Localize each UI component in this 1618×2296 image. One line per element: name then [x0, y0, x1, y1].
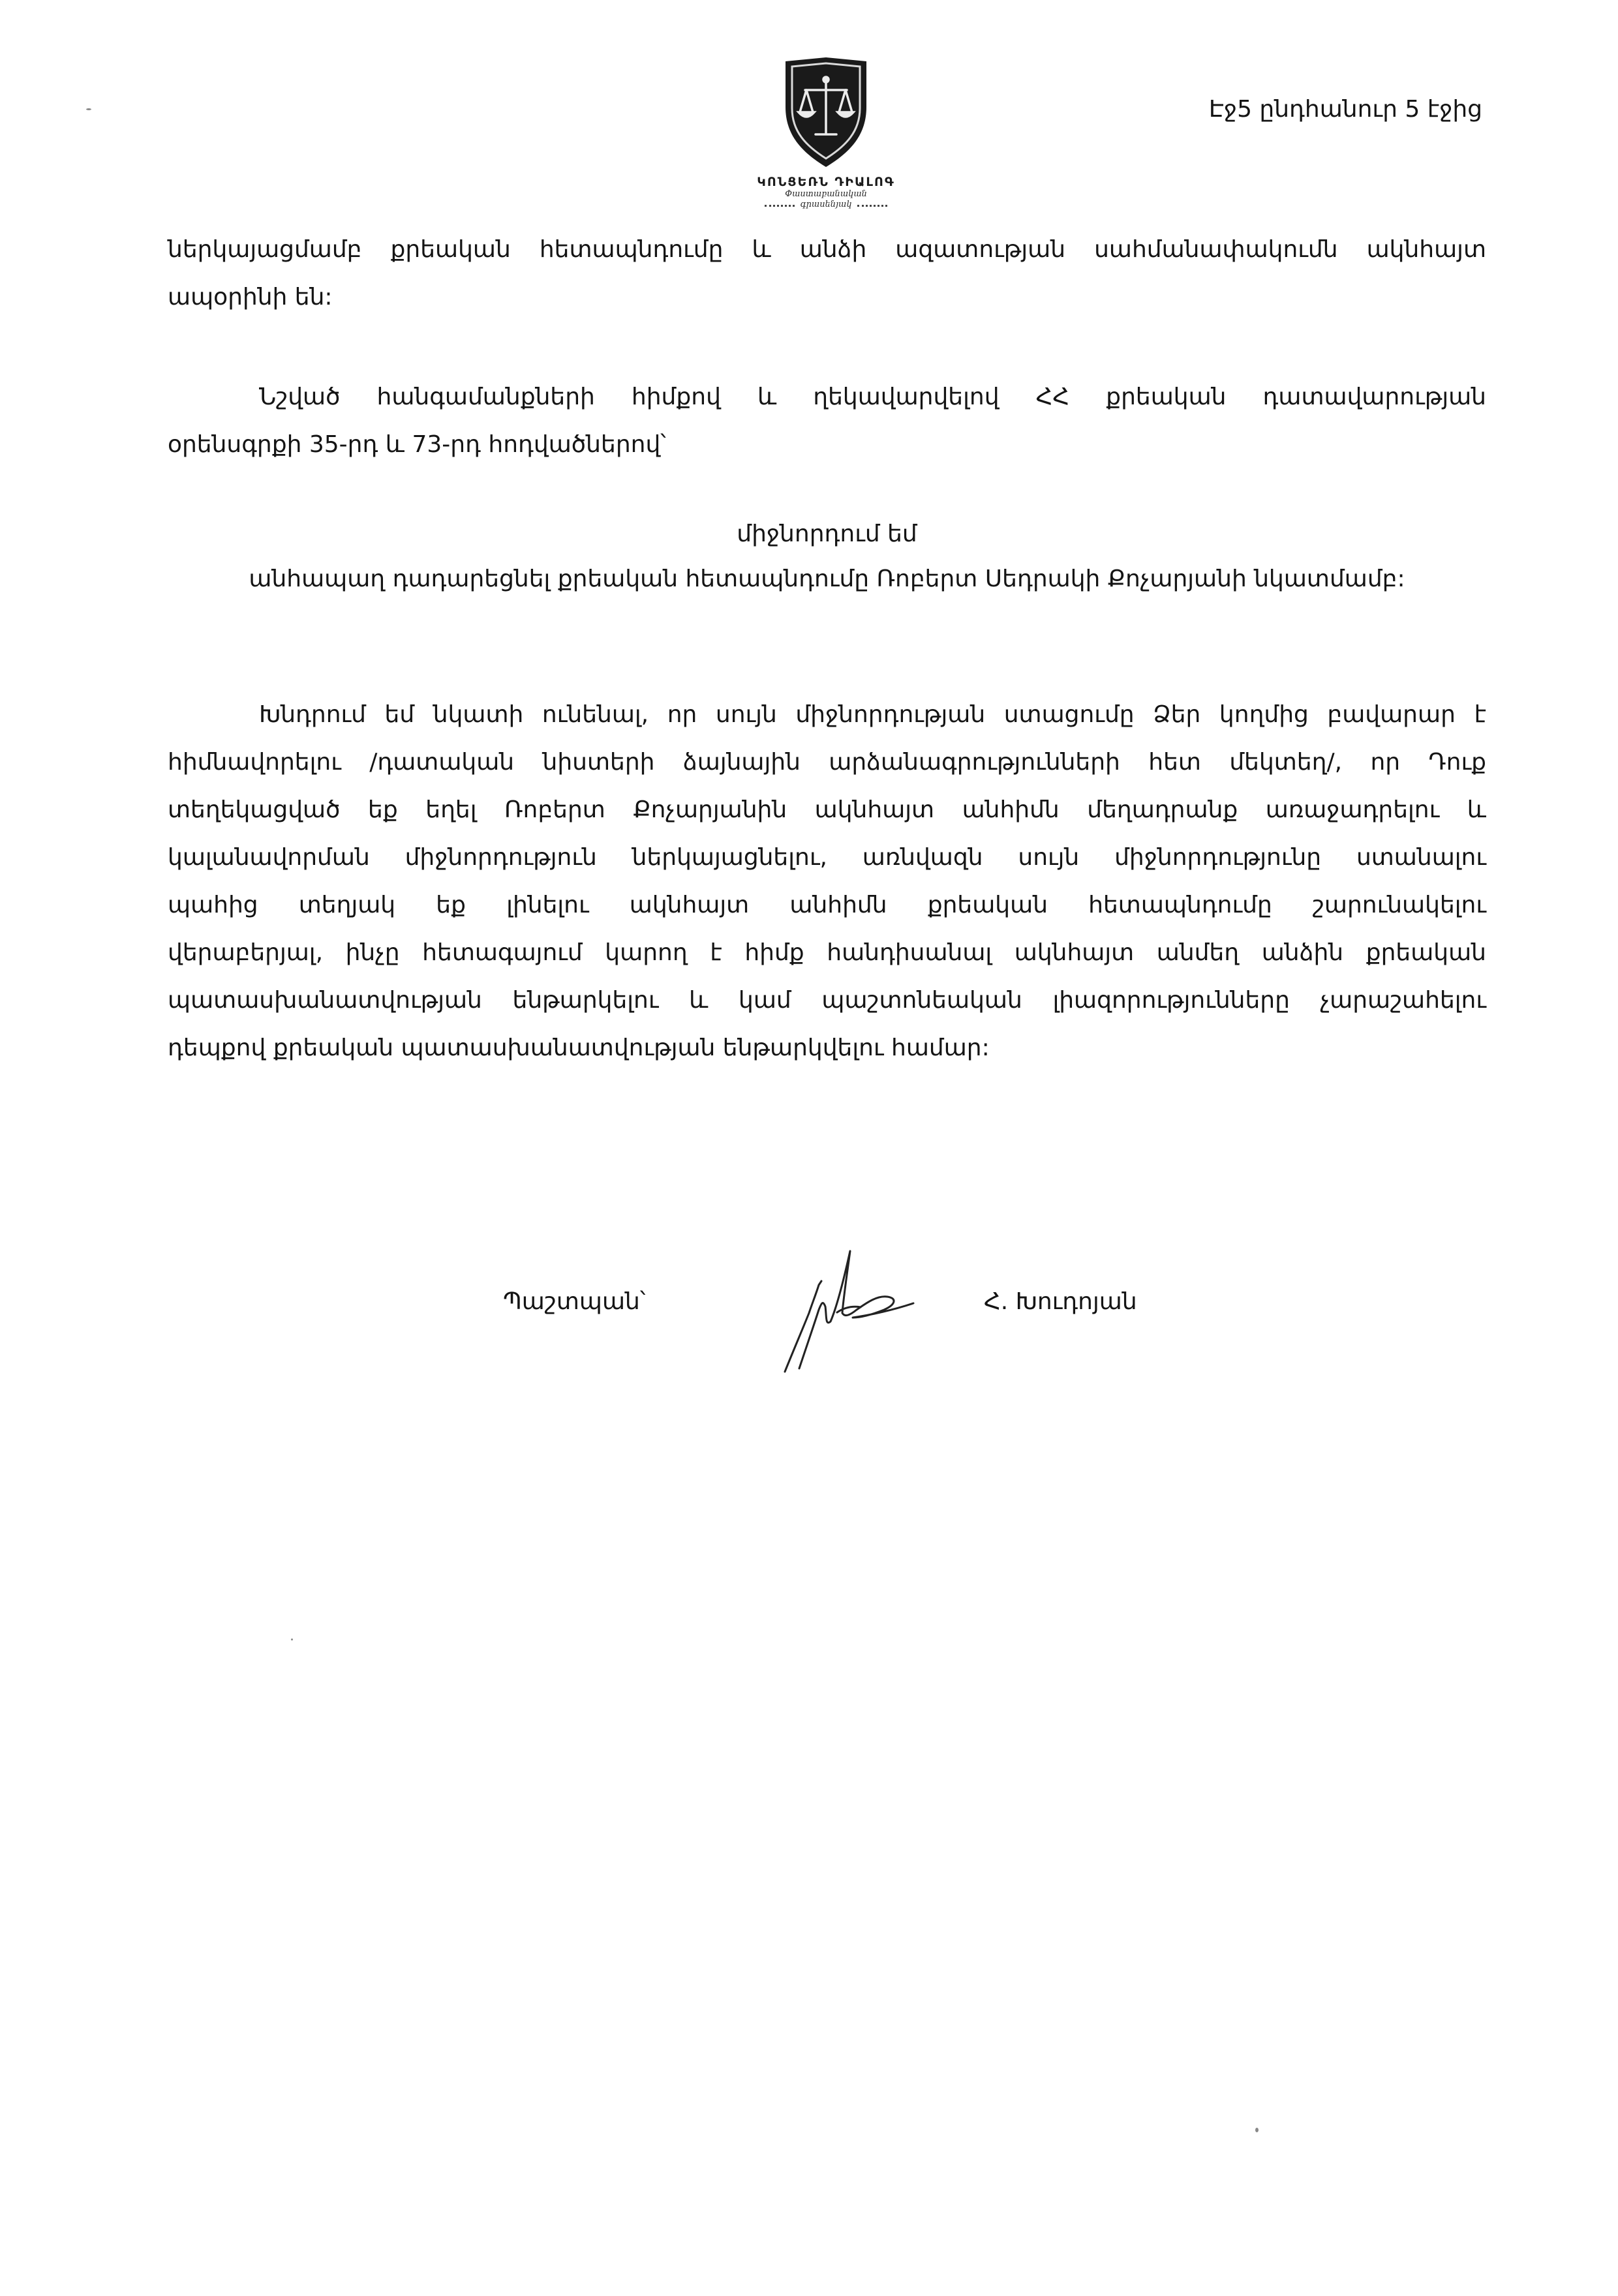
paragraph-line: պատասխանատվության ենթարկելու և կամ պաշտոնեական լիազորությունները չարաշահելու: [168, 987, 1486, 1014]
paragraph-line: Խնդրում եմ նկատի ունենալ, որ սույն միջնորդության ստացումը Ձեր կողմից բավարար է: [259, 701, 1486, 728]
paragraph-line: պահից տեղյակ եք լինելու ակնհայտ անհիմն քրեական հետապնդումը շարունակելու: [168, 892, 1486, 918]
request-text: անհապաղ դադարեցնել քրեական հետապնդումը Ռոբերտ Սեդրակի Քոչարյանի նկատմամբ:: [249, 566, 1405, 592]
paragraph-1: [168, 226, 1486, 321]
scan-speck: [1255, 2128, 1259, 2132]
paragraph-line: ապօրինի են:: [168, 284, 333, 310]
logo-dotted-rule-left: [765, 205, 795, 207]
signer-role: Պաշտպան՝: [503, 1288, 646, 1315]
logo-subtitle-line-2: գրասենյակ: [800, 200, 852, 209]
paragraph-line: վերաբերյալ, ինչը հետագայում կարող է հիմք հանդիսանալ ակնհայտ անմեղ անձին քրեական: [168, 939, 1486, 966]
logo-subtitle-row: [741, 200, 911, 210]
paragraph-line: օրենսգրքի 35-րդ և 73-րդ հոդվածներով՝: [168, 431, 666, 458]
logo-firm-name: ԿՈՆՑԵՌՆ ԴԻԱԼՈԳ: [757, 175, 895, 189]
paragraph-line: տեղեկացված եք եղել Ռոբերտ Քոչարյանին ակնհայտ անհիմն մեղադրանք առաջադրելու և: [168, 796, 1486, 823]
paragraph-line: Նշված հանգամանքների հիմքով և ղեկավարվելով ՀՀ քրեական դատավարության: [259, 384, 1486, 410]
paragraph-line: դեպքով քրեական պատասխանատվության ենթարկվելու համար:: [168, 1035, 990, 1061]
signer-name: Հ. Խուդոյան: [984, 1288, 1137, 1315]
shield-scales-icon: [782, 56, 870, 168]
paragraph-2: [168, 373, 1486, 468]
paragraph-line: ներկայացմամբ քրեական հետապնդումը և անձի ազատության սահմանափակումն ակնհայտ: [168, 236, 1486, 263]
paragraph-line: կալանավորման միջնորդություն ներկայացնելու, առնվազն սույն միջնորդությունը ստանալու: [168, 844, 1486, 871]
scan-speck: [86, 108, 91, 110]
page-number-label: Էջ5 ընդհանուր 5 էջից: [1208, 96, 1482, 123]
paragraph-3: [168, 691, 1486, 1072]
law-office-logo: [741, 56, 911, 210]
logo-subtitle-line-1: Փաստաբանական: [785, 189, 867, 199]
logo-dotted-rule-right: [857, 205, 887, 207]
paragraph-line: հիմնավորելու /դատական նիստերի ձայնային արձանագրությունների հետ մեկտեղ/, որ Դուք: [168, 749, 1486, 776]
handwritten-signature: [780, 1245, 917, 1375]
scan-speck: [291, 1639, 293, 1640]
request-heading: միջնորդում եմ: [737, 521, 917, 547]
